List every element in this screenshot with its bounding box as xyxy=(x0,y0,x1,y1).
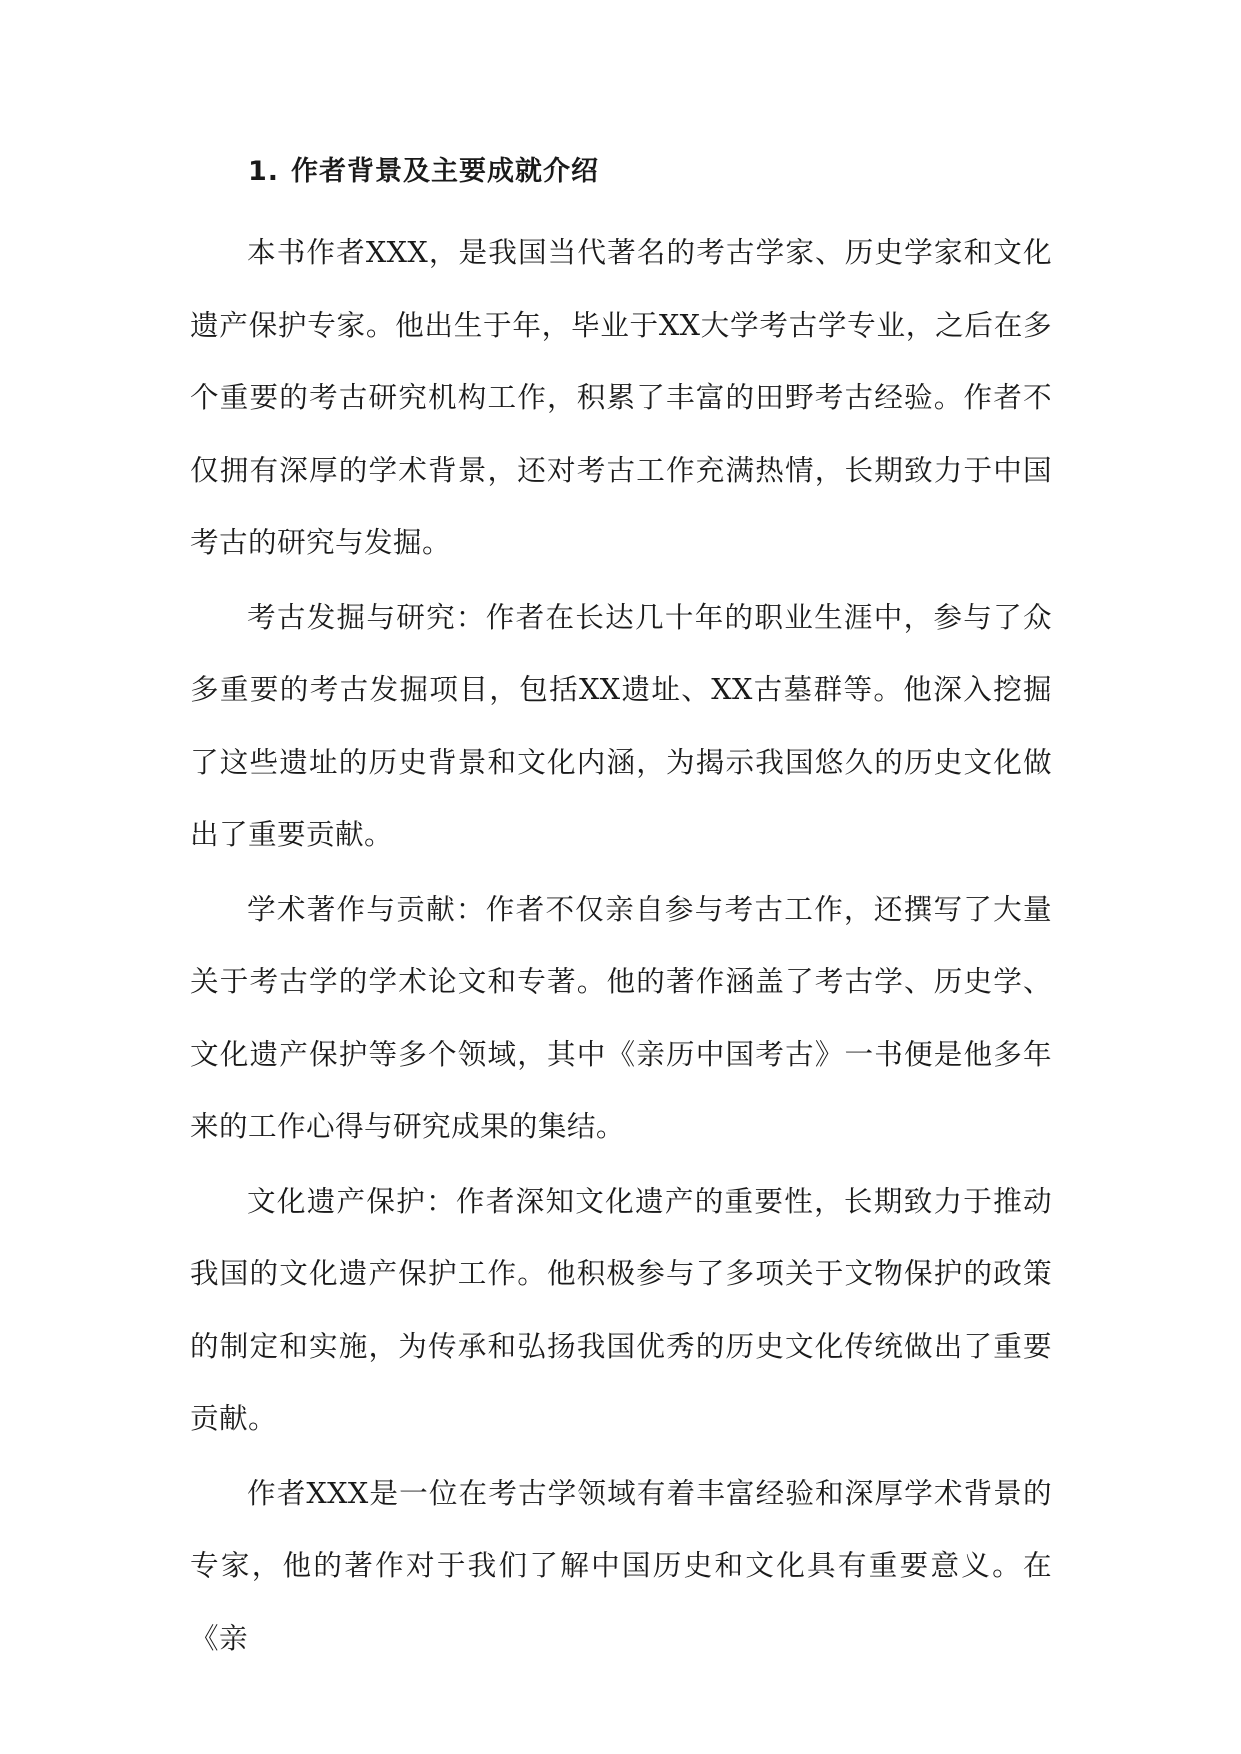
section-number: 1. xyxy=(248,156,280,187)
paragraph-excavation-research: 考古发掘与研究：作者在长达几十年的职业生涯中，参与了众多重要的考古发掘项目，包括XX遗址、XX古墓群等。他深入挖掘了这些遗址的历史背景和文化内涵，为揭示我国悠久的历史文化做出了重要贡献。 xyxy=(190,599,1052,851)
paragraph-heritage-protection: 文化遗产保护：作者深知文化遗产的重要性，长期致力于推动我国的文化遗产保护工作。他积极参与了多项关于文物保护的政策的制定和实施，为传承和弘扬我国优秀的历史文化传统做出了重要贡献。 xyxy=(190,1183,1052,1435)
paragraph-summary: 作者XXX是一位在考古学领域有着丰富经验和深厚学术背景的专家，他的著作对于我们了解中国历史和文化具有重要意义。在《亲 xyxy=(190,1475,1052,1655)
section-title: 作者背景及主要成就介绍 xyxy=(291,156,600,187)
document-page xyxy=(190,150,1052,1676)
section-heading xyxy=(190,150,1052,194)
paragraph-author-intro: 本书作者XXX，是我国当代著名的考古学家、历史学家和文化遗产保护专家。他出生于年，毕业于XX大学考古学专业，之后在多个重要的考古研究机构工作，积累了丰富的田野考古经验。作者不仅拥有深厚的学术背景，还对考古工作充满热情，长期致力于中国考古的研究与发掘。 xyxy=(190,235,1052,559)
paragraph-academic-works: 学术著作与贡献：作者不仅亲自参与考古工作，还撰写了大量关于考古学的学术论文和专著。他的著作涵盖了考古学、历史学、文化遗产保护等多个领域，其中《亲历中国考古》一书便是他多年来的工作心得与研究成果的集结。 xyxy=(190,891,1052,1143)
